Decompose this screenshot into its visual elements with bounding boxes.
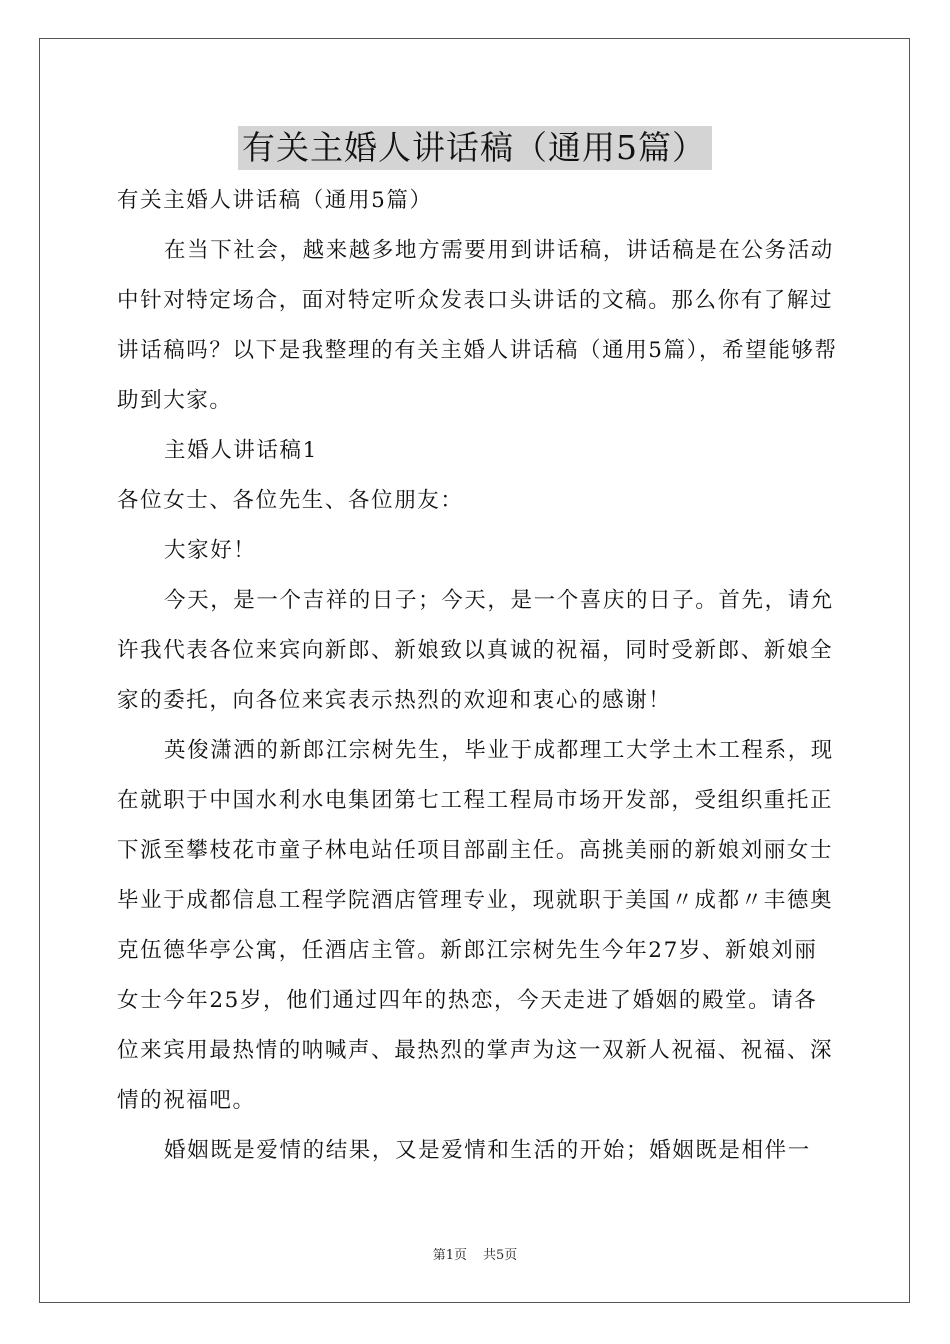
section-heading: 主婚人讲话稿1 bbox=[164, 438, 318, 463]
page-number: 第1页 bbox=[432, 1248, 467, 1263]
salutation: 各位女士、各位先生、各位朋友： bbox=[117, 488, 464, 513]
paragraph: 英俊潇洒的新郎江宗树先生，毕业于成都理工大学土木工程系，现在就职于中国水利水电集团第七工程工程局市场开发部，受组织重托正下派至攀枝花市童子林电站任项目部副主任。高挑美丽的新娘刘丽女士毕业于成都信息工程学院酒店管理专业，现就职于美国〃成都〃丰德奥克伍德华亭公寓，任酒店主管。新郎江宗树先生今年27岁、新娘刘丽女士今年25岁，他们通过四年的热恋，今天走进了婚姻的殿堂。请各位来宾用最热情的呐喊声、最热烈的掌声为这一双新人祝福、祝福、深情的祝福吧。 bbox=[117, 738, 834, 1113]
paragraph: 在当下社会，越来越多地方需要用到讲话稿，讲话稿是在公务活动中针对特定场合，面对特定听众发表口头讲话的文稿。那么你有了解过讲话稿吗？以下是我整理的有关主婚人讲话稿（通用5篇），希望能够帮助到大家。 bbox=[117, 238, 838, 413]
title-area bbox=[0, 126, 950, 170]
paragraph: 婚姻既是爱情的结果，又是爱情和生活的开始；婚姻既是相伴一 bbox=[164, 1138, 811, 1163]
document-body bbox=[117, 176, 839, 1176]
paragraph: 今天，是一个吉祥的日子；今天，是一个喜庆的日子。首先，请允许我代表各位来宾向新郎、新娘致以真诚的祝福，同时受新郎、新娘全家的委托，向各位来宾表示热烈的欢迎和衷心的感谢！ bbox=[117, 588, 834, 713]
document-title: 有关主婚人讲话稿（通用5篇） bbox=[238, 126, 712, 170]
page-footer bbox=[0, 1246, 950, 1266]
paragraph: 有关主婚人讲话稿（通用5篇） bbox=[117, 188, 433, 213]
greeting: 大家好！ bbox=[164, 538, 257, 563]
page-total: 共5页 bbox=[483, 1248, 518, 1263]
